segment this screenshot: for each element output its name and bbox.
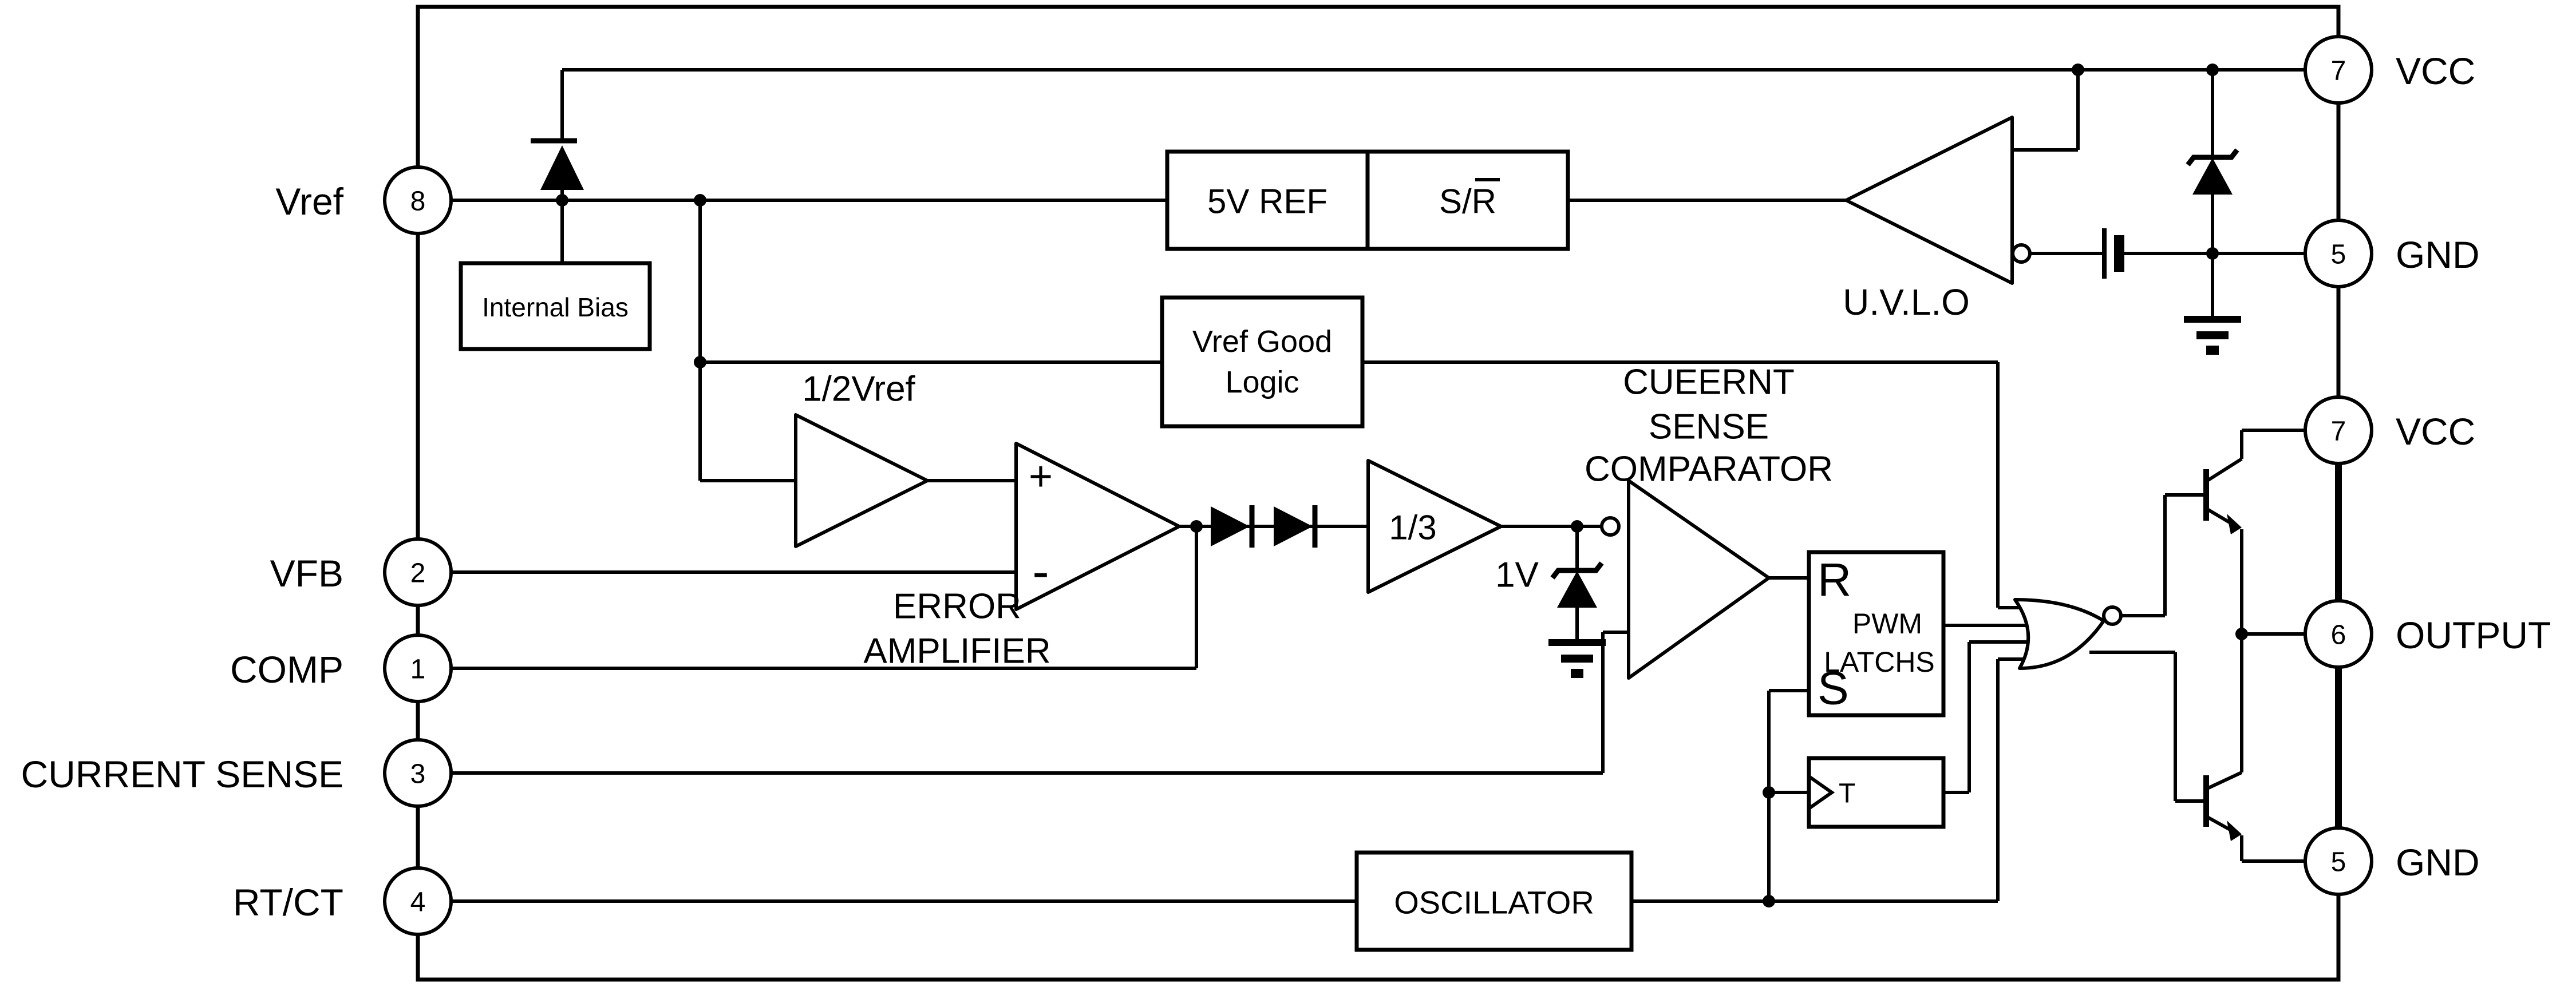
pin-gnd-bottom — [2305, 828, 2480, 894]
wire-q1-emitter — [2207, 509, 2305, 772]
pin-number: 1 — [410, 654, 426, 685]
pin-vcc-mid — [2305, 397, 2475, 463]
pin-number: 3 — [410, 759, 426, 790]
emitter-arrow-icon — [2227, 514, 2242, 534]
half-vref-label: 1/2Vref — [802, 369, 915, 409]
inverter-bubble-icon — [2104, 607, 2121, 624]
pin-comp — [230, 635, 451, 701]
set-reset-label: S/R — [1439, 182, 1497, 221]
pin-label: Vref — [275, 180, 343, 223]
zener-diode-icon — [1552, 563, 1602, 608]
wire-uvlo-feed — [2012, 70, 2078, 150]
pin-number: 8 — [410, 186, 426, 217]
vref-good-label-1: Vref Good — [1192, 324, 1333, 359]
five-v-ref-block — [1167, 152, 1568, 249]
one-third-divider — [1368, 461, 1501, 592]
capacitor-icon — [2104, 228, 2119, 279]
toggle-t-label: T — [1839, 778, 1856, 809]
pin-label: GND — [2396, 233, 2480, 276]
latch-latchs-label: LATCHS — [1824, 646, 1935, 678]
wire-nor-upper — [2121, 495, 2206, 616]
pin-current-sense — [21, 740, 451, 806]
pins-left — [21, 167, 451, 934]
one-volt-label: 1V — [1495, 555, 1539, 595]
pin-label: COMP — [230, 648, 343, 691]
error-amplifier — [1016, 443, 1179, 609]
uvlo-comparator — [1846, 117, 2030, 283]
pwm-latch-block — [1809, 552, 1943, 715]
latch-r-label: R — [1818, 554, 1852, 607]
current-sense-comparator — [1602, 481, 1769, 678]
latch-s-label: S — [1818, 662, 1849, 715]
minus-sign: - — [1032, 542, 1049, 600]
pin-number: 5 — [2330, 847, 2346, 878]
ground-icon — [1548, 643, 1606, 673]
wire-osc-gate — [1998, 659, 2049, 901]
emitter-arrow-icon — [2227, 820, 2242, 841]
pin-number: 5 — [2330, 239, 2346, 270]
latch-pwm-label: PWM — [1852, 608, 1923, 640]
pin-rtct — [233, 868, 451, 934]
internal-bias-block — [461, 263, 650, 349]
plus-sign: + — [1028, 454, 1053, 500]
five-v-ref-label: 5V REF — [1207, 182, 1328, 221]
wire-q2 — [2207, 772, 2305, 861]
pin-vcc-top — [2305, 37, 2475, 103]
vref-good-label-2: Logic — [1225, 365, 1299, 399]
pin-label: GND — [2396, 841, 2480, 883]
diode-icon — [1211, 505, 1252, 548]
wire-nor-lower — [2089, 652, 2206, 801]
pin-label: RT/CT — [232, 881, 343, 923]
pin-vref — [275, 167, 451, 233]
zener-diode-icon — [2188, 150, 2237, 195]
pin-label: VCC — [2396, 410, 2476, 453]
nor-gate — [2015, 600, 2121, 668]
pin-gnd-top — [2305, 220, 2480, 287]
pin-number: 4 — [410, 887, 426, 918]
pin-output — [2305, 601, 2551, 667]
pins-right — [2305, 37, 2551, 894]
cs-comparator-label-2: SENSE — [1648, 407, 1769, 447]
vref-good-logic-block — [1162, 298, 1362, 426]
toggle-flipflop-block — [1809, 758, 1943, 827]
oscillator-label: OSCILLATOR — [1394, 884, 1594, 921]
uvlo-label: U.V.L.O — [1843, 282, 1970, 323]
wire-q1-collector — [2207, 430, 2305, 481]
pin-number: 7 — [2330, 56, 2346, 86]
diode-icon — [531, 141, 584, 190]
pin-label: VCC — [2396, 50, 2476, 92]
internal-bias-label: Internal Bias — [482, 292, 629, 322]
pin-label: CURRENT SENSE — [21, 753, 343, 795]
pin-number: 2 — [410, 558, 426, 589]
pin-number: 7 — [2330, 416, 2346, 447]
one-third-label: 1/3 — [1389, 508, 1437, 547]
diode-icon — [1274, 505, 1315, 548]
cs-comparator-label-1: CUEERNT — [1623, 362, 1795, 402]
half-vref-buffer — [796, 415, 927, 546]
pin-vfb — [270, 539, 451, 605]
error-amp-label-2: AMPLIFIER — [863, 631, 1051, 671]
pin-label: VFB — [270, 552, 343, 594]
ground-icon — [2184, 319, 2241, 350]
cs-comparator-label-3: COMPARATOR — [1584, 449, 1834, 489]
error-amp-label-1: ERROR — [893, 586, 1021, 627]
oscillator-block — [1357, 853, 1631, 950]
inverter-bubble-icon — [1602, 518, 1619, 535]
wire-vref-branch — [700, 200, 1162, 481]
pin-label: OUTPUT — [2396, 614, 2551, 656]
pin-number: 6 — [2330, 620, 2346, 651]
inverter-bubble-icon — [2013, 245, 2030, 262]
